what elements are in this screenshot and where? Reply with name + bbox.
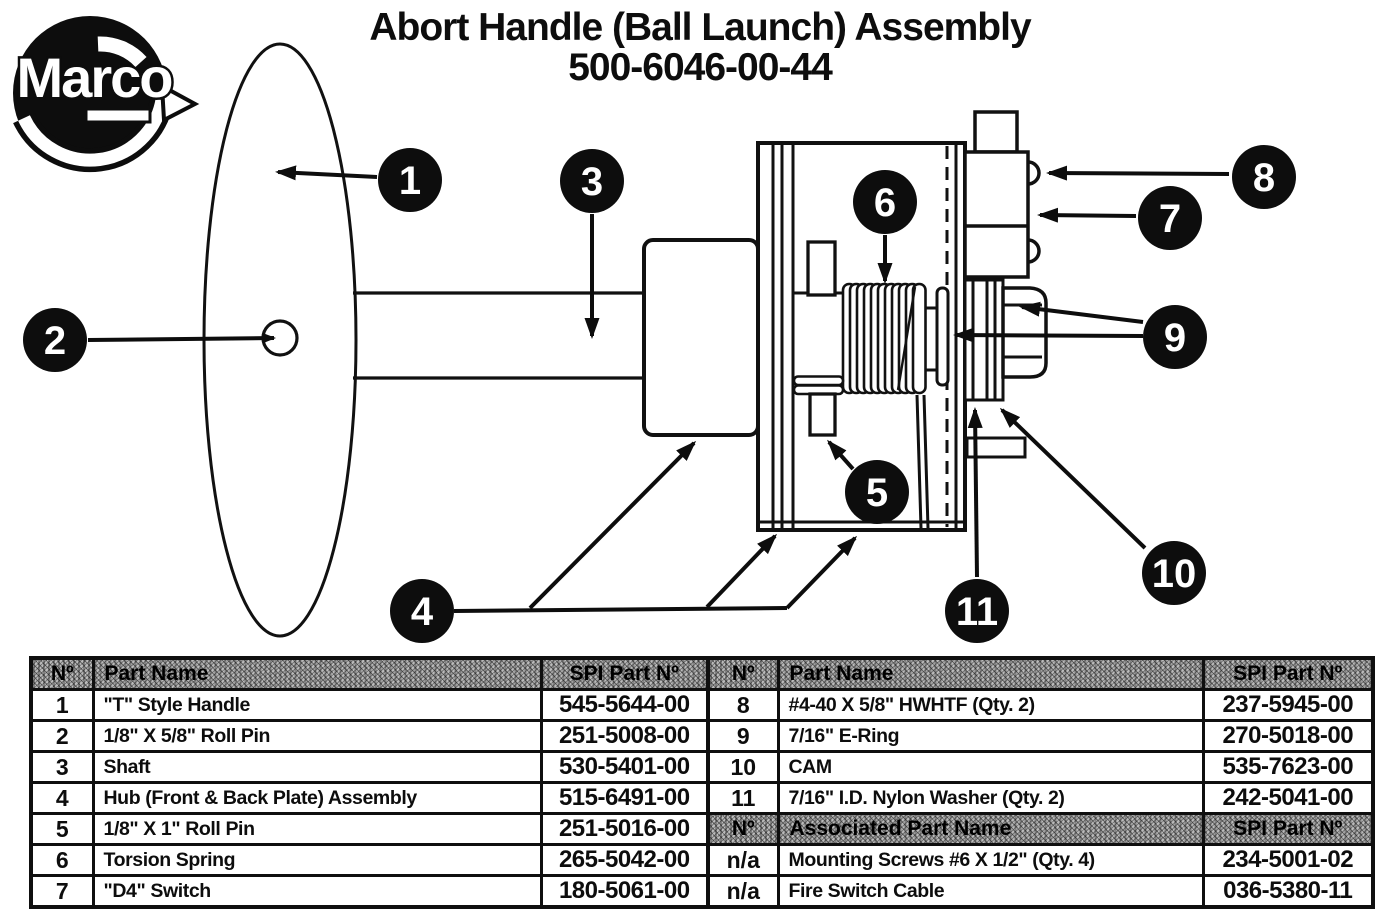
spi-part-no: 265-5042-00 [541,845,708,876]
parts-table-right [706,656,1375,909]
spring-leg [794,377,843,395]
arrow-4c [787,538,855,608]
part-no: n/a [708,845,778,876]
torsion-spring [843,284,926,393]
spi-part-no: 234-5001-02 [1203,845,1373,876]
callout-9 [1143,305,1207,369]
table-row [31,721,708,752]
arrow-4a [530,443,694,608]
callout-6 [853,170,917,234]
drawing [204,44,1046,636]
header-part-name: Part Name [93,658,541,690]
part-no: 8 [708,690,778,721]
assembly-title: Abort Handle (Ball Launch) Assembly [369,6,1031,49]
callout-4 [390,579,454,643]
marco-logo-text: Marco [16,46,172,109]
part-name: #4-40 X 5/8" HWHTF (Qty. 2) [778,690,1203,721]
table-header-row [708,658,1373,690]
part-name: CAM [778,752,1203,783]
upper-tab [808,242,835,295]
part-name: 7/16" E-Ring [778,721,1203,752]
arrow-10 [1002,410,1145,548]
part-no: 3 [31,752,93,783]
part-no: 9 [708,721,778,752]
table-row [708,752,1373,783]
part-no: 10 [708,752,778,783]
callout-10 [1142,541,1206,605]
d4-switch [965,112,1039,277]
spi-part-no: 237-5945-00 [1203,690,1373,721]
table-row [708,783,1373,814]
table-row [31,690,708,721]
arrow-4-leader [454,608,787,611]
shaft [353,293,646,378]
svg-text:11: 11 [955,590,999,634]
part-no: 11 [708,783,778,814]
table-row [31,876,708,908]
svg-text:5: 5 [865,471,889,515]
part-name: Shaft [93,752,541,783]
svg-text:8: 8 [1252,156,1276,200]
switch-top-tab [975,112,1017,152]
switch-body [965,152,1028,277]
spi-part-no: 036-5380-11 [1203,876,1373,908]
assembly-part-number: 500-6046-00-44 [568,46,832,90]
header-assoc-no: Nº [708,814,778,845]
table-row [708,845,1373,876]
arrow-9b [956,335,1143,336]
header-assoc-spi-part-no: SPI Part Nº [1203,814,1373,845]
cam-hex [1003,288,1046,377]
callout-2 [23,308,87,372]
svg-text:1: 1 [398,159,422,203]
table-row [31,814,708,845]
parts-table-left [29,656,710,909]
spi-part-no: 180-5061-00 [541,876,708,908]
part-no: 7 [31,876,93,908]
part-name: "D4" Switch [93,876,541,908]
spi-part-no: 515-6491-00 [541,783,708,814]
part-no: 6 [31,845,93,876]
table-assoc-header-row [708,814,1373,845]
part-no: 5 [31,814,93,845]
part-no: 4 [31,783,93,814]
washer-stack [965,280,1003,400]
spi-part-no: 545-5644-00 [541,690,708,721]
table-row [31,845,708,876]
part-name: Hub (Front & Back Plate) Assembly [93,783,541,814]
header-no: Nº [708,658,778,690]
lower-tab [810,394,835,435]
svg-text:2: 2 [43,319,67,363]
part-name: 1/8" X 1" Roll Pin [93,814,541,845]
header-spi-part-no: SPI Part Nº [1203,658,1373,690]
callout-8 [1232,145,1296,209]
svg-text:4: 4 [410,590,434,634]
table-row [31,752,708,783]
part-name: Torsion Spring [93,845,541,876]
arrow-2 [88,338,274,340]
table-header-row [31,658,708,690]
spi-part-no: 535-7623-00 [1203,752,1373,783]
marco-logo-underline [86,109,150,122]
table-row [708,721,1373,752]
parts-tables [29,656,1375,909]
part-name: Fire Switch Cable [778,876,1203,908]
part-name: Mounting Screws #6 X 1/2" (Qty. 4) [778,845,1203,876]
callout-1 [378,148,442,212]
arrow-7 [1040,215,1136,216]
spi-part-no: 251-5008-00 [541,721,708,752]
callout-11 [945,579,1009,643]
arrow-4b [707,536,775,607]
header-spi-part-no: SPI Part Nº [541,658,708,690]
part-no: n/a [708,876,778,908]
callout-5 [845,460,909,524]
spi-part-no: 242-5041-00 [1203,783,1373,814]
arrow-8 [1049,173,1229,174]
marco-logo [13,16,195,170]
part-name: 7/16" I.D. Nylon Washer (Qty. 2) [778,783,1203,814]
part-name: 1/8" X 5/8" Roll Pin [93,721,541,752]
arrow-11 [975,410,977,577]
part-no: 2 [31,721,93,752]
hub-block [644,240,758,435]
washer-bar [937,288,948,385]
svg-text:6: 6 [873,181,897,225]
part-name: "T" Style Handle [93,690,541,721]
callout-7 [1138,186,1202,250]
svg-text:7: 7 [1158,197,1182,241]
spi-part-no: 530-5401-00 [541,752,708,783]
header-no: Nº [31,658,93,690]
svg-text:9: 9 [1163,316,1187,360]
spi-part-no: 251-5016-00 [541,814,708,845]
spi-part-no: 270-5018-00 [1203,721,1373,752]
table-row [708,690,1373,721]
svg-text:3: 3 [580,160,604,204]
svg-text:10: 10 [1151,552,1197,596]
header-part-name: Part Name [778,658,1203,690]
callout-3 [560,149,624,213]
table-row [31,783,708,814]
table-row [708,876,1373,908]
header-assoc-part-name: Associated Part Name [778,814,1203,845]
part-no: 1 [31,690,93,721]
